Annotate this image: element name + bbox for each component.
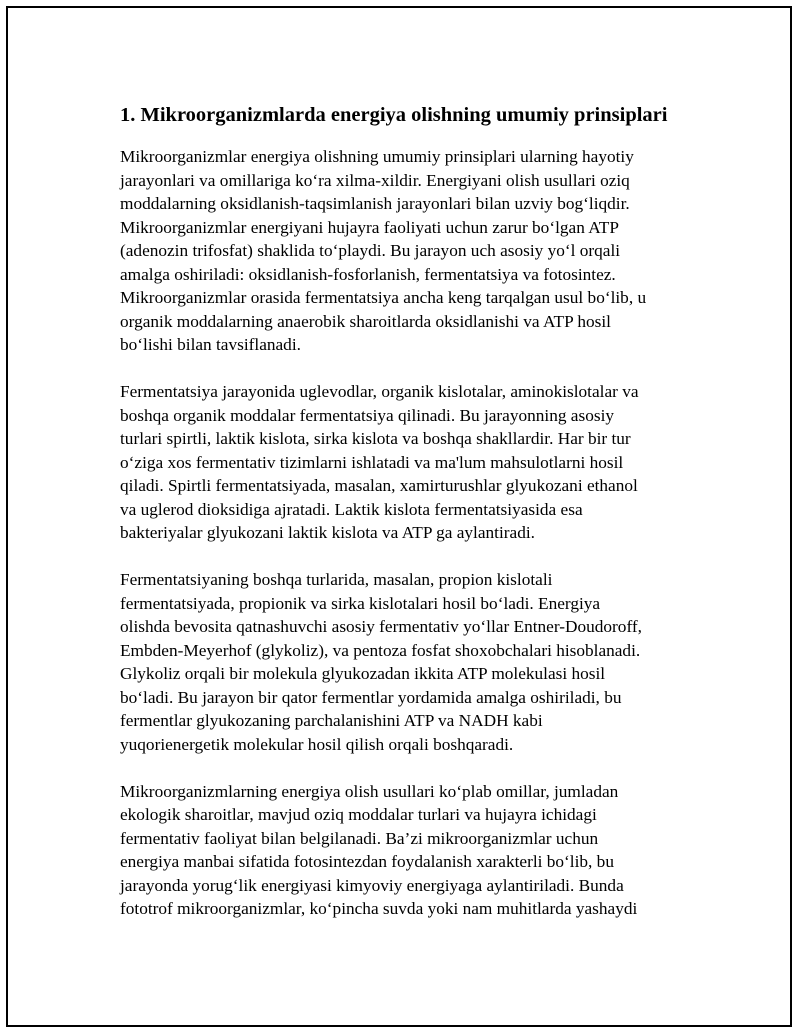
text-line: Mikroorganizmlar energiya olishning umumiy prinsiplari ularning hayotiy xyxy=(120,147,634,166)
text-line: bo‘lishi bilan tavsiflanadi. xyxy=(120,335,301,354)
text-line: jarayonda yorug‘lik energiyasi kimyoviy energiyaga aylantiriladi. Bunda xyxy=(120,875,624,895)
text-line: fermentatsiyada, propionik va sirka kislotalari hosil bo‘ladi. Energiya xyxy=(120,593,601,613)
text-line: yuqorienergetik molekular hosil qilish orqali boshqaradi. xyxy=(120,734,514,754)
text-line: Glykoliz orqali bir molekula glyukozadan ikkita ATP molekulasi hosil xyxy=(120,664,606,683)
text-line: fermentativ faoliyat bilan belgilanadi. Ba’zi mikroorganizmlar uchun xyxy=(120,828,599,848)
paragraph-list xyxy=(120,145,700,921)
paragraph xyxy=(120,568,700,756)
text-line: (adenozin trifosfat) shaklida to‘playdi. Bu jarayon uch asosiy yo‘l orqali xyxy=(120,241,621,260)
paragraph xyxy=(120,145,700,357)
page-frame xyxy=(6,6,792,1027)
text-line: jarayonlari va omillariga ko‘ra xilma-xildir. Energiyani olish usullari oziq xyxy=(120,170,630,190)
text-line: va uglerod dioksidiga ajratadi. Laktik kislota fermentatsiyasida esa xyxy=(120,499,583,519)
text-line: amalga oshiriladi: oksidlanish-fosforlanish, fermentatsiya va fotosintez. xyxy=(120,264,616,284)
text-line: energiya manbai sifatida fotosintezdan foydalanish xarakterli bo‘lib, bu xyxy=(120,852,614,871)
text-line: Embden-Meyerhof (glykoliz), va pentoza fosfat shoxobchalari hisoblanadi. xyxy=(120,640,641,660)
text-line: moddalarning oksidlanish-taqsimlanish jarayonlari bilan uzviy bog‘liqdir. xyxy=(120,194,630,213)
text-line: fototrof mikroorganizmlar, ko‘pincha suvda yoki nam muhitlarda yashaydi xyxy=(120,899,638,918)
document-body xyxy=(120,103,700,944)
section-heading: 1. Mikroorganizmlarda energiya olishning umumiy prinsiplari xyxy=(120,104,668,126)
text-line: organik moddalarning anaerobik sharoitlarda oksidlanishi va ATP hosil xyxy=(120,311,611,331)
paragraph xyxy=(120,380,700,545)
text-line: olishda bevosita qatnashuvchi asosiy fermentativ yo‘llar Entner-Doudoroff, xyxy=(120,617,642,636)
text-line: qiladi. Spirtli fermentatsiyada, masalan, xamirturushlar glyukozani ethanol xyxy=(120,476,638,495)
text-line: Mikroorganizmlar energiyani hujayra faoliyati uchun zarur bo‘lgan ATP xyxy=(120,217,619,237)
text-line: boshqa organik moddalar fermentatsiya qilinadi. Bu jarayonning asosiy xyxy=(120,405,615,425)
text-line: turlari spirtli, laktik kislota, sirka kislota va boshqa shakllardir. Har bir tur xyxy=(120,429,631,448)
paragraph xyxy=(120,780,700,921)
text-line: Fermentatsiyaning boshqa turlarida, masalan, propion kislotali xyxy=(120,570,553,589)
text-line: Mikroorganizmlarning energiya olish usullari ko‘plab omillar, jumladan xyxy=(120,781,619,801)
text-line: bakteriyalar glyukozani laktik kislota va ATP ga aylantiradi. xyxy=(120,523,535,542)
text-line: bo‘ladi. Bu jarayon bir qator fermentlar yordamida amalga oshiriladi, bu xyxy=(120,687,622,707)
text-line: o‘ziga xos fermentativ tizimlarni ishlatadi va ma'lum mahsulotlarni hosil xyxy=(120,452,624,472)
text-line: ekologik sharoitlar, mavjud oziq moddalar turlari va hujayra ichidagi xyxy=(120,805,597,824)
text-line: fermentlar glyukozaning parchalanishini ATP va NADH kabi xyxy=(120,711,543,730)
text-line: Fermentatsiya jarayonida uglevodlar, organik kislotalar, aminokislotalar va xyxy=(120,382,639,401)
text-line: Mikroorganizmlar orasida fermentatsiya ancha keng tarqalgan usul bo‘lib, u xyxy=(120,288,647,307)
